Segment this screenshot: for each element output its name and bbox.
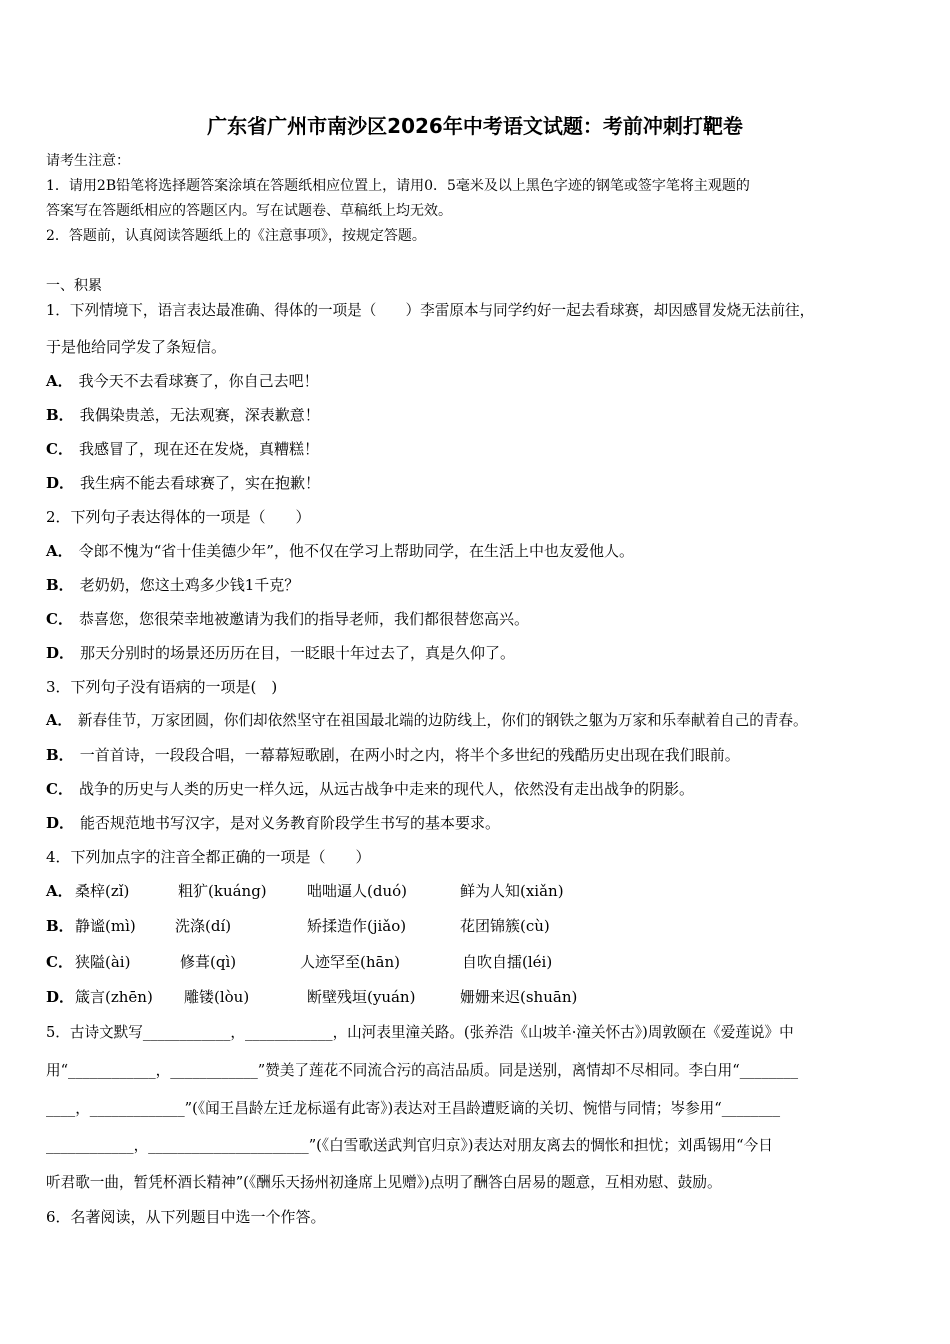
- q4-b-item-2: 洗涤(dí): [175, 917, 232, 935]
- q4-c-item-1: 狭隘(ài): [75, 953, 131, 971]
- q4-a-item-2: 粗犷(kuáng): [178, 882, 267, 900]
- q3-option-d: D． 能否规范地书写汉字，是对义务教育阶段学生书写的基本要求。: [46, 814, 501, 832]
- q4-b-item-3: 矫揉造作(jiǎo): [307, 917, 407, 935]
- q4-c-label: C．: [46, 953, 73, 971]
- q4-a-item-1: 桑梓(zǐ): [75, 882, 130, 900]
- q4-stem: 4．下列加点字的注音全都正确的一项是（ ）: [46, 848, 371, 866]
- notice-heading: 请考生注意：: [46, 153, 130, 169]
- q1-option-a: A． 我今天不去看球赛了，你自己去吧！: [46, 372, 319, 390]
- q5-line-3: ____，_____________”(《闻王昌龄左迁龙标遥有此寄》)表达对王昌龄遭贬谪的关切、惋惜与同情；岑参用“________: [46, 1100, 781, 1117]
- q3-option-c: C． 战争的历史与人类的历史一样久远，从远古战争中走来的现代人，依然没有走出战争的阴影。: [46, 780, 694, 798]
- q4-b-label: B．: [46, 917, 74, 935]
- q5-line-5: 听君歌一曲，暂凭杯酒长精神”(《酬乐天扬州初逢席上见赠》)点明了酬答白居易的题意，互相劝慰、鼓励。: [46, 1174, 722, 1191]
- q5-line-4: ____________，______________________”(《白雪歌送武判官归京》)表达对朋友离去的惆怅和担忧；刘禹锡用“今日: [46, 1137, 773, 1154]
- notice-line-1: 1．请用2B铅笔将选择题答案涂填在答题纸相应位置上，请用0．5毫米及以上黑色字迹的钢笔或签字笔将主观题的: [46, 178, 750, 194]
- q2-option-c: C． 恭喜您，您很荣幸地被邀请为我们的指导老师，我们都很替您高兴。: [46, 610, 529, 628]
- q1-stem-line-2: 于是他给同学发了条短信。: [46, 338, 227, 356]
- q5-line-1: 5．古诗文默写____________，____________，山河表里潼关路。(张养浩《山坡羊·潼关怀古》)周敦颐在《爱莲说》中: [46, 1024, 794, 1041]
- q4-d-item-3: 断壁残垣(yuán): [307, 988, 416, 1006]
- q4-a-label: A．: [46, 882, 73, 900]
- q4-b-item-1: 静谧(mì): [75, 917, 136, 935]
- q6-stem: 6．名著阅读，从下列题目中选一个作答。: [46, 1208, 326, 1226]
- q1-option-c: C． 我感冒了，现在还在发烧，真糟糕！: [46, 440, 319, 458]
- q2-option-b: B． 老奶奶，您这土鸡多少钱1千克？: [46, 576, 300, 594]
- q4-a-item-3: 咄咄逼人(duó): [307, 882, 407, 900]
- q3-stem: 3．下列句子没有语病的一项是( ): [46, 678, 278, 696]
- q4-b-item-4: 花团锦簇(cù): [460, 917, 550, 935]
- q4-c-item-3: 人迹罕至(hān): [300, 953, 400, 971]
- q5-line-2: 用“____________，____________”赞美了莲花不同流合污的高洁品质。同是送别，离情却不尽相同。李白用“________: [46, 1062, 799, 1079]
- notice-line-2: 答案写在答题纸相应的答题区内。写在试题卷、草稿纸上均无效。: [46, 203, 452, 219]
- q1-option-b: B． 我偶染贵恙，无法观赛，深表歉意！: [46, 406, 320, 424]
- section-heading: 一、积累: [46, 278, 102, 294]
- q2-option-d: D． 那天分别时的场景还历历在目，一眨眼十年过去了，真是久仰了。: [46, 644, 516, 662]
- q3-option-b: B． 一首首诗，一段段合唱，一幕幕短歌剧，在两小时之内，将半个多世纪的残酷历史出现在我们眼前。: [46, 746, 740, 764]
- q4-d-item-2: 雕镂(lòu): [184, 988, 250, 1006]
- q4-a-item-4: 鲜为人知(xiǎn): [460, 882, 564, 900]
- q4-c-item-2: 修葺(qì): [180, 953, 237, 971]
- q4-d-item-1: 箴言(zhēn): [75, 988, 153, 1006]
- q1-stem-line-1: 1．下列情境下，语言表达最准确、得体的一项是（ ）李雷原本与同学约好一起去看球赛，却因感冒发烧无法前往，: [46, 302, 815, 319]
- notice-line-3: 2．答题前，认真阅读答题纸上的《注意事项》，按规定答题。: [46, 228, 426, 244]
- q1-option-d: D． 我生病不能去看球赛了，实在抱歉！: [46, 474, 321, 492]
- q4-d-label: D．: [46, 988, 75, 1006]
- q3-option-a: A． 新春佳节，万家团圆，你们却依然坚守在祖国最北端的边防线上，你们的钢铁之躯为万家和乐奉献着自己的青春。: [46, 712, 808, 729]
- q4-d-item-4: 姗姗来迟(shuān): [460, 988, 578, 1006]
- q4-c-item-4: 自吹自擂(léi): [462, 953, 553, 971]
- q2-option-a: A． 令郎不愧为“省十佳美德少年”，他不仅在学习上帮助同学，在生活上中也友爱他人。: [46, 542, 634, 560]
- page-title: 广东省广州市南沙区2026年中考语文试题：考前冲刺打靶卷: [207, 114, 743, 138]
- q2-stem: 2．下列句子表达得体的一项是（ ）: [46, 508, 311, 526]
